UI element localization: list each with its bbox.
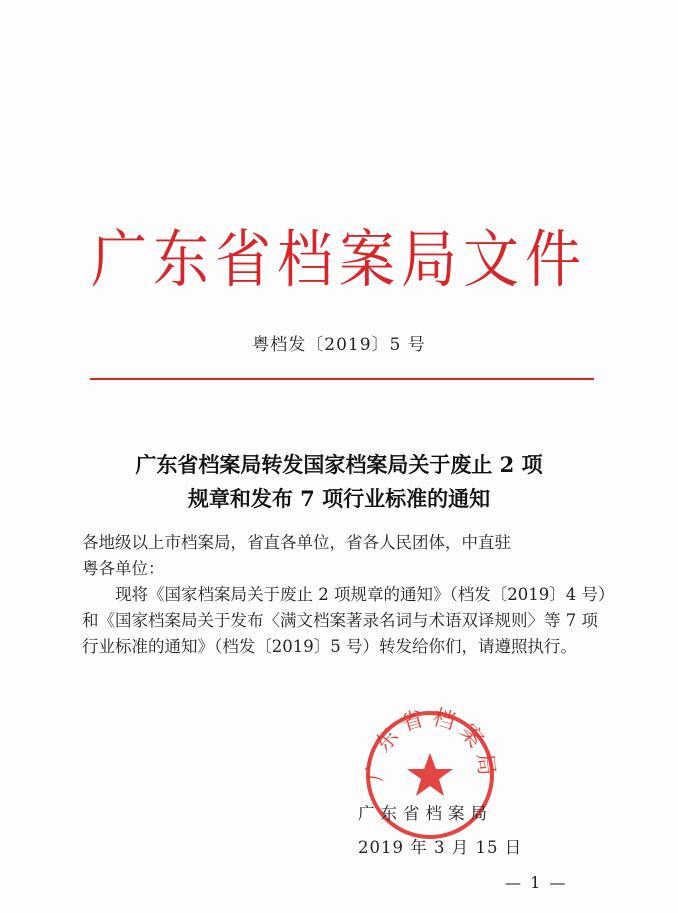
salutation-line-1: 各地级以上市档案局，省直各单位，省各人民团体，中直驻 (82, 533, 511, 552)
document-header-title: 广东省档案局文件 (91, 223, 587, 297)
body-paragraph: 现将《国家档案局关于废止 2 项规章的通知》（档发〔2019〕4 号）和《国家档案局关于发布〈满文档案著录名词与术语双译规则〉等 7 项行业标准的通知》（档发〔2019〕5 号）转发给你们，请遵照执行。 (82, 585, 607, 656)
salutation-line-2: 粤各单位： (82, 559, 165, 578)
notice-title (60, 448, 618, 516)
page-number: — 1 — (505, 873, 568, 892)
notice-body (82, 530, 614, 660)
seal-text: 广东省档案局 (362, 705, 500, 783)
notice-title-line-2: 规章和发布 7 项行业标准的通知 (187, 486, 491, 511)
signature-date: 2019 年 3 月 15 日 (358, 838, 523, 857)
seal-star-icon (407, 753, 453, 796)
notice-title-line-1: 广东省档案局转发国家档案局关于废止 2 项 (135, 452, 543, 477)
official-seal-stamp (360, 705, 500, 845)
red-separator-line (90, 378, 594, 380)
document-number: 粤档发〔2019〕5 号 (252, 335, 426, 355)
signature-org: 广东省档案局 (358, 804, 493, 823)
